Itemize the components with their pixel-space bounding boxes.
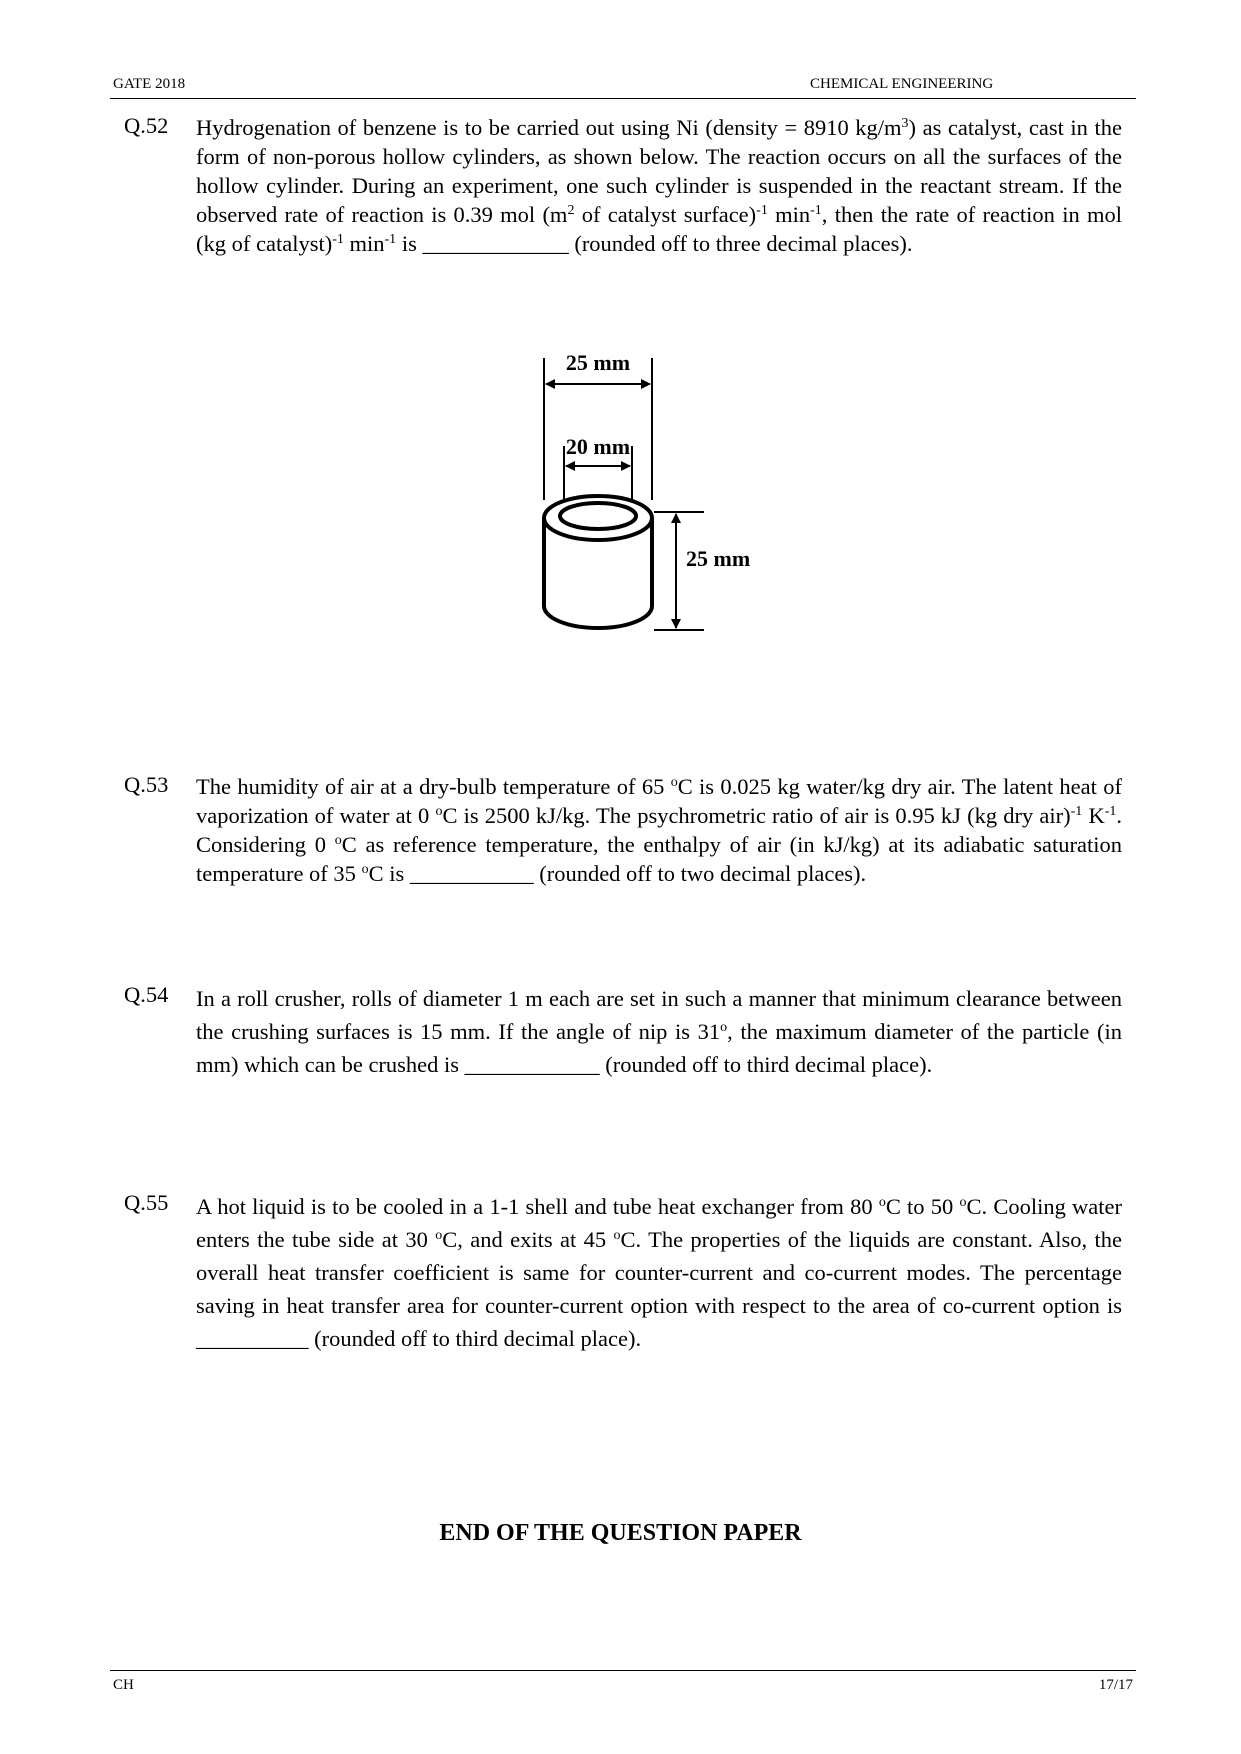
question-54 (124, 982, 1122, 1081)
q53-sup-4: -1 (1104, 804, 1117, 819)
q55-sup-2: o (959, 1195, 967, 1210)
paper-code: CH (113, 1677, 134, 1693)
q53-text-6: C as reference temperature, the enthalpy of air (in kJ/kg) at its adiabatic saturation temperature of 35 (196, 832, 1123, 886)
q52-sup-3: -1 (756, 203, 768, 218)
paper-subject: CHEMICAL ENGINEERING (810, 76, 994, 92)
q52-sup-6: -1 (384, 232, 397, 247)
q53-text-4: K (1082, 803, 1105, 828)
inner-diameter-label: 20 mm (565, 434, 631, 459)
question-number: Q.52 (124, 113, 169, 138)
question-55 (124, 1190, 1122, 1355)
question-text (196, 982, 1122, 1081)
q53-sup-1: o (670, 775, 678, 790)
q53-sup-2: o (435, 804, 443, 819)
q52-sup-2: 2 (567, 203, 575, 218)
q55-sup-1: o (878, 1195, 886, 1210)
q52-sup-1: 3 (901, 116, 909, 131)
question-text (196, 1190, 1122, 1355)
page-footer (110, 1670, 1136, 1695)
q52-text-4: min (767, 202, 811, 227)
q54-sup-1: o (720, 1020, 728, 1035)
q53-sup-6: o (361, 862, 369, 877)
q52-text-6: min (343, 231, 385, 256)
q53-sup-5: o (334, 833, 342, 848)
question-text (196, 113, 1122, 258)
page-header (110, 74, 1136, 99)
page-number: 17/17 (1098, 1677, 1133, 1693)
q52-text-3: of catalyst surface) (574, 202, 757, 227)
q52-text-5: , then the rate of reaction in mol (kg of catalyst) (196, 202, 1122, 256)
q53-text-5: . Considering 0 (196, 803, 1122, 857)
question-number: Q.54 (124, 982, 169, 1007)
q53-text-2: C is 0.025 kg water/kg dry air. The latent heat of vaporization of water at 0 (196, 774, 1122, 828)
cylinder-top-inner (560, 503, 636, 529)
height-label: 25 mm (686, 546, 751, 571)
question-53 (124, 772, 1122, 888)
q52-sup-5: -1 (332, 232, 344, 247)
q52-text-1: Hydrogenation of benzene is to be carried out using Ni (density = 8910 kg/m (196, 115, 902, 140)
question-text (196, 772, 1122, 888)
q52-text-7: is _____________ (rounded off to three decimal places). (396, 231, 913, 256)
end-of-paper-heading: END OF THE QUESTION PAPER (439, 1520, 802, 1546)
q55-text-5: C. The properties of the liquids are constant. Also, the overall heat transfer coefficient is same for counter-current and co-current modes. The percentage saving in heat transfer area for counter-current option with respect to the area of co-current option is __________ (rounded off to third decimal place). (196, 1227, 1122, 1351)
exam-name: GATE 2018 (113, 76, 186, 92)
q54-text-1: In a roll crusher, rolls of diameter 1 m each are set in such a manner that minimum clearance between the crushing surfaces is 15 mm. If the angle of nip is 31 (196, 986, 1122, 1044)
question-number: Q.53 (124, 772, 169, 797)
q52-text-2: ) as catalyst, cast in the form of non-porous hollow cylinders, as shown below. The reaction occurs on all the surfaces of the hollow cylinder. During an experiment, one such cylinder is suspended in the reactant stream. If the observed rate of reaction is 0.39 mol (m (196, 115, 1122, 227)
outer-diameter-label: 25 mm (565, 350, 631, 375)
question-52 (124, 113, 1122, 258)
q55-sup-3: o (435, 1228, 443, 1243)
q55-text-1: A hot liquid is to be cooled in a 1-1 shell and tube heat exchanger from 80 (196, 1194, 879, 1219)
q55-sup-4: o (613, 1228, 621, 1243)
q54-text-2: , the maximum diameter of the particle (in mm) which can be crushed is ____________ (rounded off to third decimal place). (196, 1019, 1123, 1077)
q52-sup-4: -1 (810, 203, 822, 218)
q55-text-2: C to 50 (885, 1194, 960, 1219)
q55-text-4: C, and exits at 45 (442, 1227, 614, 1252)
q53-text-7: C is ___________ (rounded off to two decimal places). (368, 861, 867, 886)
hollow-cylinder-figure (530, 350, 790, 640)
q53-sup-3: -1 (1070, 804, 1083, 819)
question-number: Q.55 (124, 1190, 169, 1215)
q53-text-1: The humidity of air at a dry-bulb temperature of 65 (196, 774, 671, 799)
q55-text-3: C. Cooling water enters the tube side at 30 (196, 1194, 1123, 1252)
q53-text-3: C is 2500 kJ/kg. The psychrometric ratio of air is 0.95 kJ (kg dry air) (442, 803, 1071, 828)
